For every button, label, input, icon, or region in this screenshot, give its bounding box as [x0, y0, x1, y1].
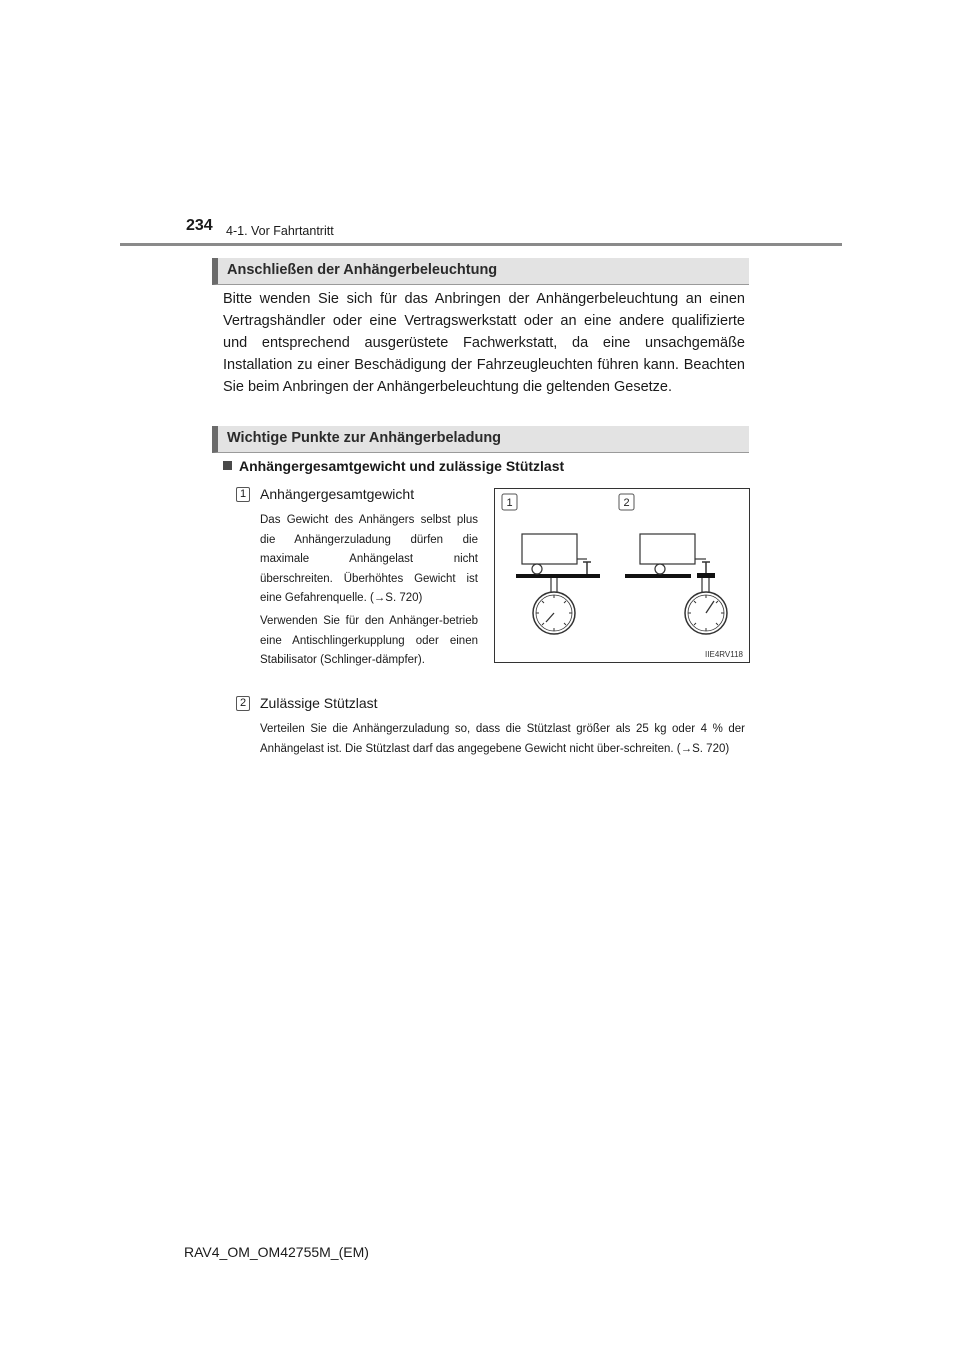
item-note: Verteilen Sie die Anhängerzuladung so, dass die Stützlast größer als 25 kg oder 4 % der Anhängelast ist. Die Stützlast darf das angegebene Gewicht nicht über-schreiten. (→S. 720): [260, 723, 745, 755]
subheading: [223, 458, 564, 474]
item-number-badge: 2: [236, 696, 250, 711]
chapter-reference: 4-1. Vor Fahrtantritt: [226, 224, 334, 238]
section-heading-text: Anschließen der Anhängerbeleuchtung: [227, 262, 498, 278]
trailer-weight-figure: [494, 488, 750, 663]
item-number-badge: 1: [236, 487, 250, 502]
page-number: 234: [186, 217, 213, 234]
square-bullet-icon: [223, 461, 232, 470]
svg-text:2: 2: [623, 497, 630, 509]
lighting-paragraph: Bitte wenden Sie sich für das Anbringen der Anhängerbeleuchtung an einen Vertragshändler oder eine Vertragswerkstatt oder an eine andere qualifizierte und entsprechend ausgerüstete Fachwerkstatt, da eine unsachgemäße Installation zu einer Beschädigung der Fahrzeugleuchten führen kann. Beachten Sie beim Anbringen der Anhängerbeleuchtung die geltenden Gesetze.: [223, 291, 745, 395]
item-note: Verwenden Sie für den Anhänger-betrieb eine Antischlingerkupplung oder einen Stabilisator (Schlinger-dämpfer).: [260, 615, 478, 666]
svg-text:1: 1: [506, 497, 513, 509]
section-heading-loading: [212, 426, 749, 453]
footer-doc-id: RAV4_OM_OM42755M_(EM): [184, 1244, 369, 1260]
section-heading-text: Wichtige Punkte zur Anhängerbeladung: [227, 430, 502, 446]
trailer-scales-illustration: [495, 489, 749, 662]
trailer-on-scale-left: [516, 534, 600, 634]
item-label-tongue-load: Zulässige Stützlast: [260, 695, 378, 711]
figure-code: IIE4RV118: [705, 650, 743, 659]
header-rule: [120, 243, 842, 246]
figure-callout-1: [502, 494, 517, 510]
trailer-on-scale-right: [625, 534, 727, 634]
section-heading-lighting: [212, 258, 749, 285]
item-label-trailer-weight: Anhängergesamtgewicht: [260, 486, 415, 502]
item-note: Das Gewicht des Anhängers selbst plus die Anhängerzuladung dürfen die maximale Anhängelast nicht überschreiten. Überhöhtes Gewicht ist eine Gefahrenquelle. (→S. 720): [260, 514, 478, 604]
subheading-text: Anhängergesamtgewicht und zulässige Stützlast: [239, 458, 565, 474]
figure-callout-2: [619, 494, 634, 510]
